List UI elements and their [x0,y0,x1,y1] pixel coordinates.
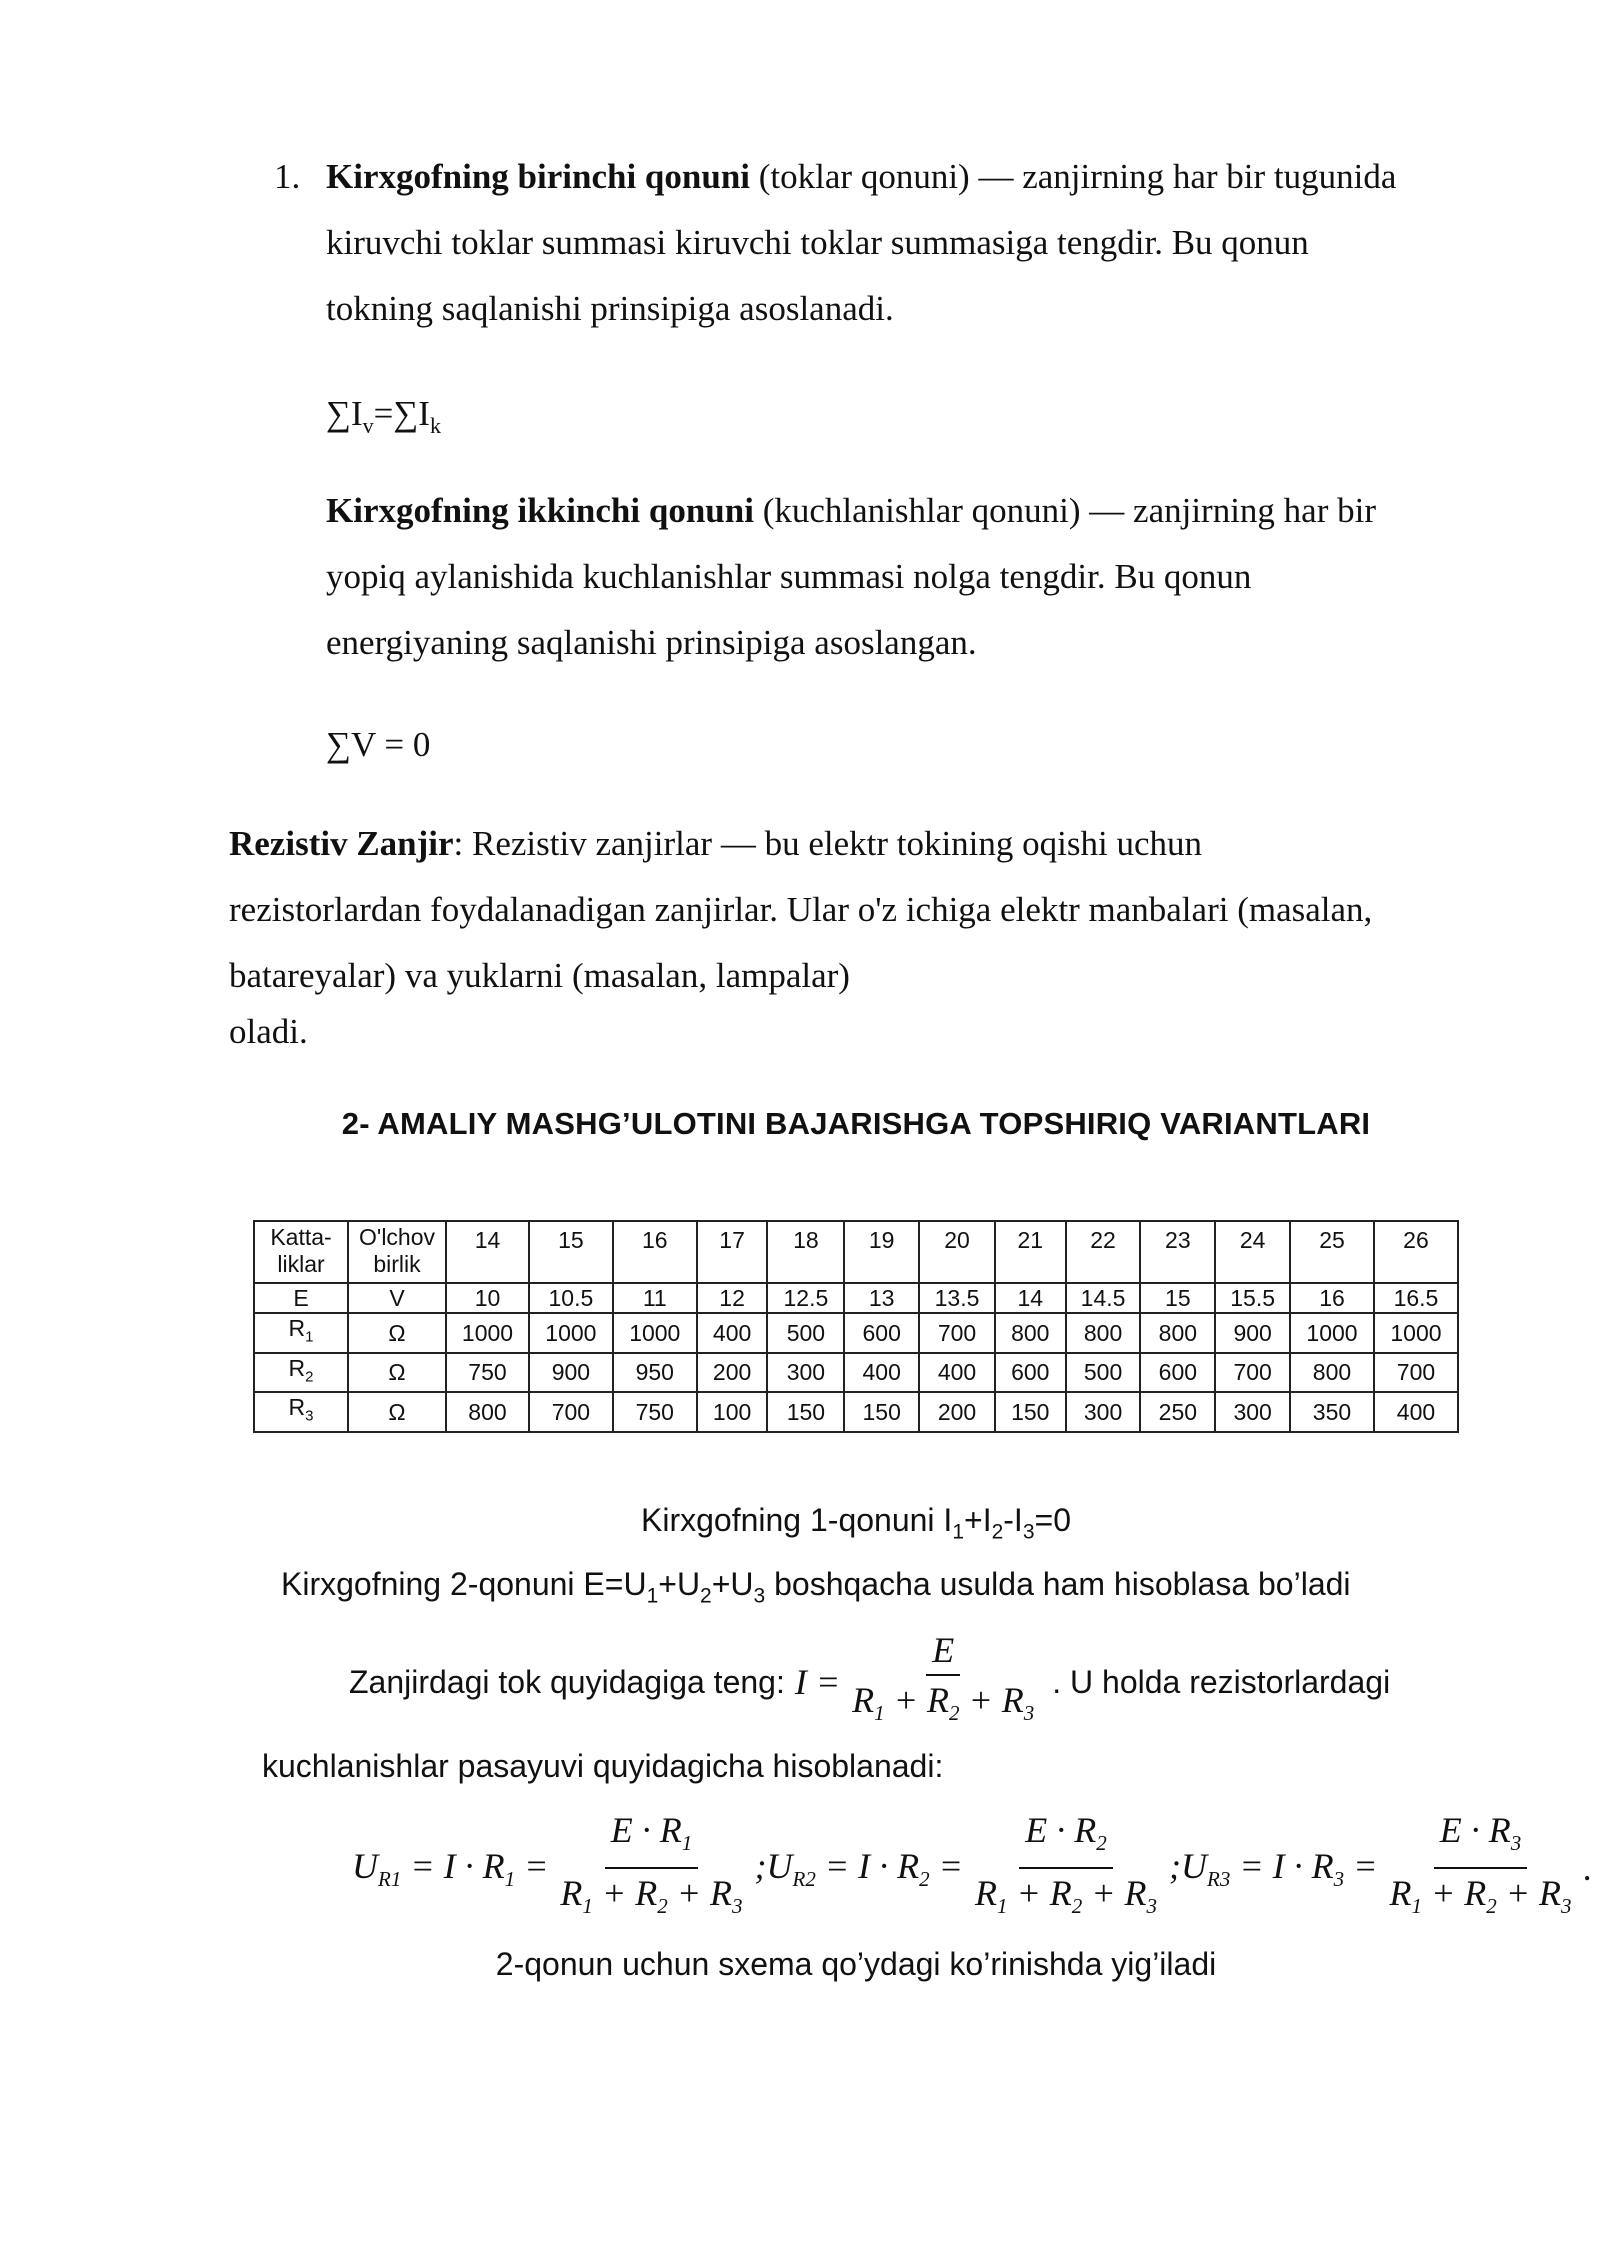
header-unit: O'lchov birlik [348,1221,446,1283]
header-variant: 25 [1290,1221,1374,1283]
task-heading: 2- AMALIY MASHG’ULOTINI BAJARISHGA TOPSHIRIQ VARIANTLARI [341,1106,1371,1141]
value-cell: 500 [1066,1353,1141,1393]
current-formula-line: Zanjirdagi tok quyidagiga teng: I = $\frac{E}{R_1 + R_2 + R_3}$ . U holda rezistorlardagi [349,1630,1390,1733]
value-cell: 1000 [613,1313,697,1353]
value-cell: 16 [1290,1283,1374,1313]
header-variant: 17 [697,1221,768,1283]
value-cell: 400 [919,1353,995,1393]
value-cell: 750 [613,1392,697,1432]
unit-cell: Ω [348,1313,446,1353]
current-fraction: $\frac{E}{R_1 + R_2 + R_3}$ [852,1630,1035,1726]
value-cell: 12 [697,1283,768,1313]
header-variant: 21 [995,1221,1066,1283]
law-2-line-3: energiyaning saqlanishi prinsipiga asoslangan. [326,623,977,662]
ur1-fraction: $\frac{E \cdot R_1}{R_1 + R_2 + R_3}$ [560,1810,743,1919]
unit-cell: V [348,1283,446,1313]
value-cell: 750 [446,1353,529,1393]
scheme-line: 2-qonun uchun sxema qo’ydagi ko’rinishda yig’iladi [495,1946,1217,1982]
header-variant: 23 [1140,1221,1215,1283]
formula-voltage-sum: ∑V = 0 [326,725,431,764]
header-variant: 22 [1066,1221,1141,1283]
current-after: . U holda rezistorlardagi [1052,1663,1391,1700]
value-cell: 13 [844,1283,919,1313]
table-row [254,1353,1458,1393]
header-variant: 20 [919,1221,995,1283]
variants-table [253,1220,1459,1433]
value-cell: 700 [1215,1353,1290,1393]
value-cell: 11 [613,1283,697,1313]
value-cell: 800 [995,1313,1066,1353]
value-cell: 150 [767,1392,844,1432]
law-2 [326,478,1496,676]
value-cell: 950 [613,1353,697,1393]
formula-current-sum: $\sum I_v=\sum I_k$ [326,394,441,438]
law-1-line-2: kiruvchi toklar summasi kiruvchi toklar summasiga tengdir. Bu qonun [326,223,1309,262]
value-cell: 12.5 [767,1283,844,1313]
value-cell: 300 [767,1353,844,1393]
table-header-row [254,1221,1458,1283]
law-1 [274,144,1496,342]
header-variant: 19 [844,1221,919,1283]
value-cell: 700 [1374,1353,1458,1393]
ur2-fraction: $\frac{E \cdot R_2}{R_1 + R_2 + R_3}$ [974,1810,1158,1919]
header-variant: 26 [1374,1221,1458,1283]
value-cell: 1000 [1290,1313,1374,1353]
value-cell: 300 [1215,1392,1290,1432]
value-cell: 700 [529,1392,613,1432]
value-cell: 400 [697,1313,768,1353]
value-cell: 10 [446,1283,529,1313]
value-cell: 14 [995,1283,1066,1313]
resistive-circuit-paragraph: Rezistiv Zanjir: Rezistiv zanjirlar — bu elektr tokining oqishi uchun rezistorlardan foydalanadigan zanjirlar. Ular o'z ichiga elektr manbalari (masalan, batareyalar) va yuklarni (masalan, lampalar) oladi. [229,824,1373,1051]
value-cell: 800 [1290,1353,1374,1393]
value-cell: 10.5 [529,1283,613,1313]
value-cell: 13.5 [919,1283,995,1313]
value-cell: 100 [697,1392,768,1432]
value-cell: 15 [1140,1283,1215,1313]
value-cell: 150 [995,1392,1066,1432]
law-1-line-3: tokning saqlanishi prinsipiga asoslanadi. [326,289,894,328]
header-variant: 15 [529,1221,613,1283]
header-variant: 24 [1215,1221,1290,1283]
header-variant: 18 [767,1221,844,1283]
kirchhoff-law-1-line: Kirxgofning 1-qonuni $I_1+I_2-I_3=0$ [641,1502,1071,1544]
value-cell: 250 [1140,1392,1215,1432]
law-1-line-1: Kirxgofning birinchi qonuni (toklar qonuni) — zanjirning har bir tugunida [326,157,1397,196]
value-cell: 1000 [529,1313,613,1353]
value-cell: 600 [844,1313,919,1353]
law-2-line-1: Kirxgofning ikkinchi qonuni (kuchlanishlar qonuni) — zanjirning har bir [326,491,1377,530]
resistive-title: Rezistiv Zanjir [229,824,454,863]
law-1-title: Kirxgofning birinchi qonuni [326,157,751,196]
value-cell: 14.5 [1066,1283,1141,1313]
law-2-title: Kirxgofning ikkinchi qonuni [326,491,754,530]
header-variant: 16 [613,1221,697,1283]
table-row [254,1313,1458,1353]
value-cell: 16.5 [1374,1283,1458,1313]
header-quantities: Katta- liklar [254,1221,348,1283]
value-cell: 150 [844,1392,919,1432]
header-variant: 14 [446,1221,529,1283]
value-cell: 900 [1215,1313,1290,1353]
value-cell: 600 [995,1353,1066,1393]
value-cell: 800 [1140,1313,1215,1353]
quantity-cell: E [254,1283,348,1313]
value-cell: 300 [1066,1392,1141,1432]
value-cell: 200 [697,1353,768,1393]
quantity-cell: $R_2$ [254,1353,348,1393]
ur3-fraction: $\frac{E \cdot R_3}{R_1 + R_2 + R_3}$ [1389,1810,1572,1919]
value-cell: 1000 [1374,1313,1458,1353]
quantity-cell: $R_1$ [254,1313,348,1353]
law-2-line-2: yopiq aylanishida kuchlanishlar summasi nolga tengdir. Bu qonun [326,557,1252,596]
value-cell: 400 [1374,1392,1458,1432]
quantity-cell: $R_3$ [254,1392,348,1432]
voltage-drop-formulas: $U_{R1} = I \cdot R_1$ = $\frac{E \cdot R_1}{R_1 + R_2 + R_3}$ $;U_{R2} = I \cdot R_2$ = $\frac{E \cdot R_2}{R_1 + R_2 + R_3}$ $;U_{R3} = I \cdot R_3$ = $\frac{E \cdot R_3}{R_1 + R_2 + R_3}$ . [352,1810,1593,1926]
current-intro: Zanjirdagi tok quyidagiga teng: [349,1663,785,1700]
value-cell: 15.5 [1215,1283,1290,1313]
value-cell: 200 [919,1392,995,1432]
value-cell: 700 [919,1313,995,1353]
value-cell: 800 [446,1392,529,1432]
value-cell: 500 [767,1313,844,1353]
value-cell: 900 [529,1353,613,1393]
unit-cell: Ω [348,1353,446,1393]
value-cell: 800 [1066,1313,1141,1353]
list-number: 1. [274,157,301,196]
value-cell: 400 [844,1353,919,1393]
value-cell: 350 [1290,1392,1374,1432]
value-cell: 1000 [446,1313,529,1353]
voltage-drop-line: kuchlanishlar pasayuvi quyidagicha hisoblanadi: [262,1748,944,1784]
table-row [254,1283,1458,1313]
unit-cell: Ω [348,1392,446,1432]
kirchhoff-law-2-line: Kirxgofning 2-qonuni $E=U_1+U_2+U_3$ boshqacha usulda ham hisoblasa bo’ladi [281,1566,1351,1608]
table-row [254,1392,1458,1432]
value-cell: 600 [1140,1353,1215,1393]
